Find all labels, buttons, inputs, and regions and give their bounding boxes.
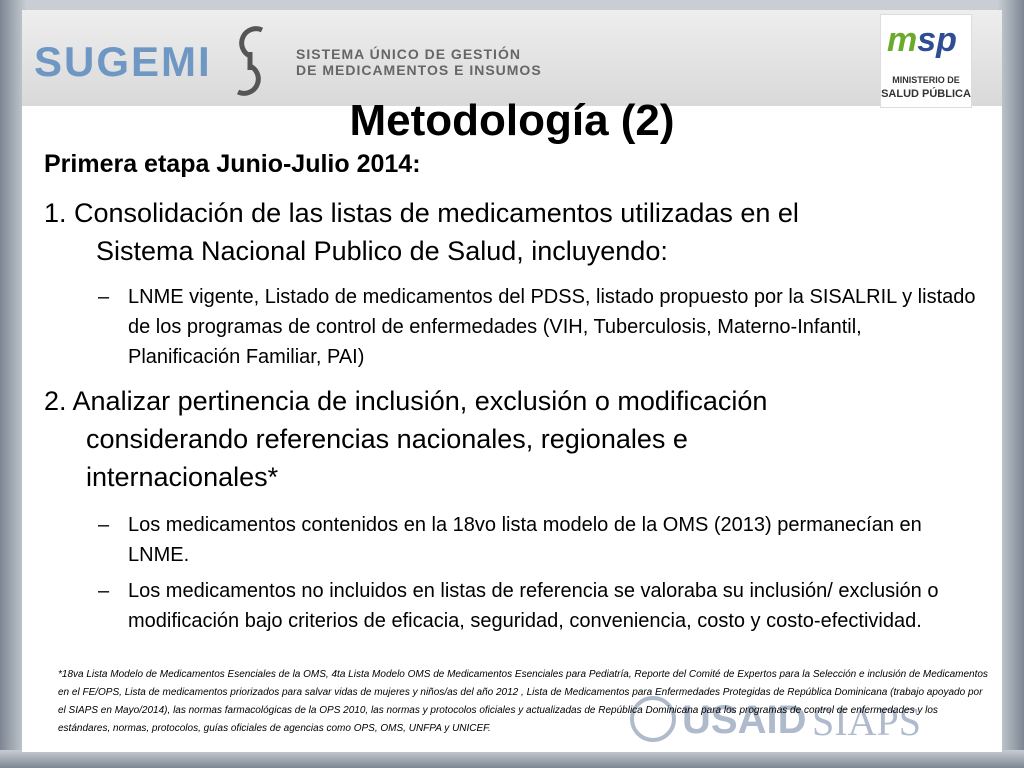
- point-1-line2: Sistema Nacional Publico de Salud, incluyendo:: [96, 236, 668, 266]
- point-2-subitem-1-text: Los medicamentos contenidos en la 18vo lista modelo de la OMS (2013) permanecían en LNME.: [128, 514, 922, 566]
- msp-logo: [880, 14, 972, 108]
- point-2-subitem-2-text: Los medicamentos no incluidos en listas de referencia se valoraba su inclusión/ exclusión o modificación bajo criterios de eficacia, seguridad, conveniencia, costo y costo-efectividad.: [128, 580, 939, 632]
- point-2-subitem-1: [98, 510, 978, 570]
- msp-logo-brand: [887, 21, 957, 60]
- sugemi-caption-line2: DE MEDICAMENTOS E INSUMOS: [296, 62, 542, 78]
- point-1-subitem-text: LNME vigente, Listado de medicamentos del PDSS, listado propuesto por la SISALRIL y listado de los programas de control de enfermedades (VIH, Tuberculosis, Materno-Infantil, Planificación Familiar, PAI): [128, 286, 976, 368]
- point-1-line1: 1. Consolidación de las listas de medicamentos utilizadas en el: [44, 198, 799, 228]
- footnote: *18va Lista Modelo de Medicamentos Esenciales de la OMS, 4ta Lista Modelo OMS de Medicamentos Esenciales para Pediatría, Reporte del Comité de Expertos para la Selección e inclusión de Medicamentos en el FE/OPS, Lista de medicamentos priorizados para salvar vidas de mujeres y niños/as del año 2012 , Lista de Medicamentos para Enfermedades Protegidas de República Dominicana (trabajo apoyado por el SIAPS en Mayo/2014), las normas farmacológicas de la OPS 2010, las normas y protocolos oficiales y actualizadas de República Dominicana para los programas de control de enfermedades y los estándares, normas, protocolos, guías oficiales de agencias como OPS, OMS, UNFPA y UNICEF.: [58, 669, 988, 734]
- msp-logo-line2: SALUD PÚBLICA: [881, 88, 971, 100]
- sugemi-logo-caption: [296, 46, 542, 78]
- subheading: Primera etapa Junio-Julio 2014:: [44, 150, 421, 178]
- msp-brand-m: m: [887, 21, 918, 59]
- slide-frame-bottom: [0, 750, 1024, 768]
- dash-bullet: –: [98, 286, 110, 308]
- point-2-line3: internacionales*: [86, 462, 279, 492]
- point-2: [44, 382, 964, 496]
- msp-logo-line1: MINISTERIO DE: [892, 75, 960, 85]
- point-2-line1: 2. Analizar pertinencia de inclusión, exclusión o modificación: [44, 386, 768, 416]
- sugemi-logo-icon: [226, 22, 274, 100]
- sugemi-logo-text: SUGEMI: [34, 38, 212, 85]
- usaid-watermark-text: USAID: [682, 698, 807, 742]
- point-2-line2: considerando referencias nacionales, regionales e: [86, 424, 688, 454]
- point-2-subitem-2: [98, 576, 978, 636]
- dash-bullet: –: [98, 514, 110, 536]
- dash-bullet: –: [98, 580, 110, 602]
- siaps-watermark-text: SIAPS: [812, 699, 921, 744]
- point-1-subitem: [98, 282, 978, 372]
- sugemi-caption-line1: SISTEMA ÚNICO DE GESTIÓN: [296, 46, 521, 62]
- slide-title: Metodología (2): [349, 96, 675, 145]
- msp-brand-sp: sp: [917, 21, 957, 59]
- point-1: [44, 194, 964, 270]
